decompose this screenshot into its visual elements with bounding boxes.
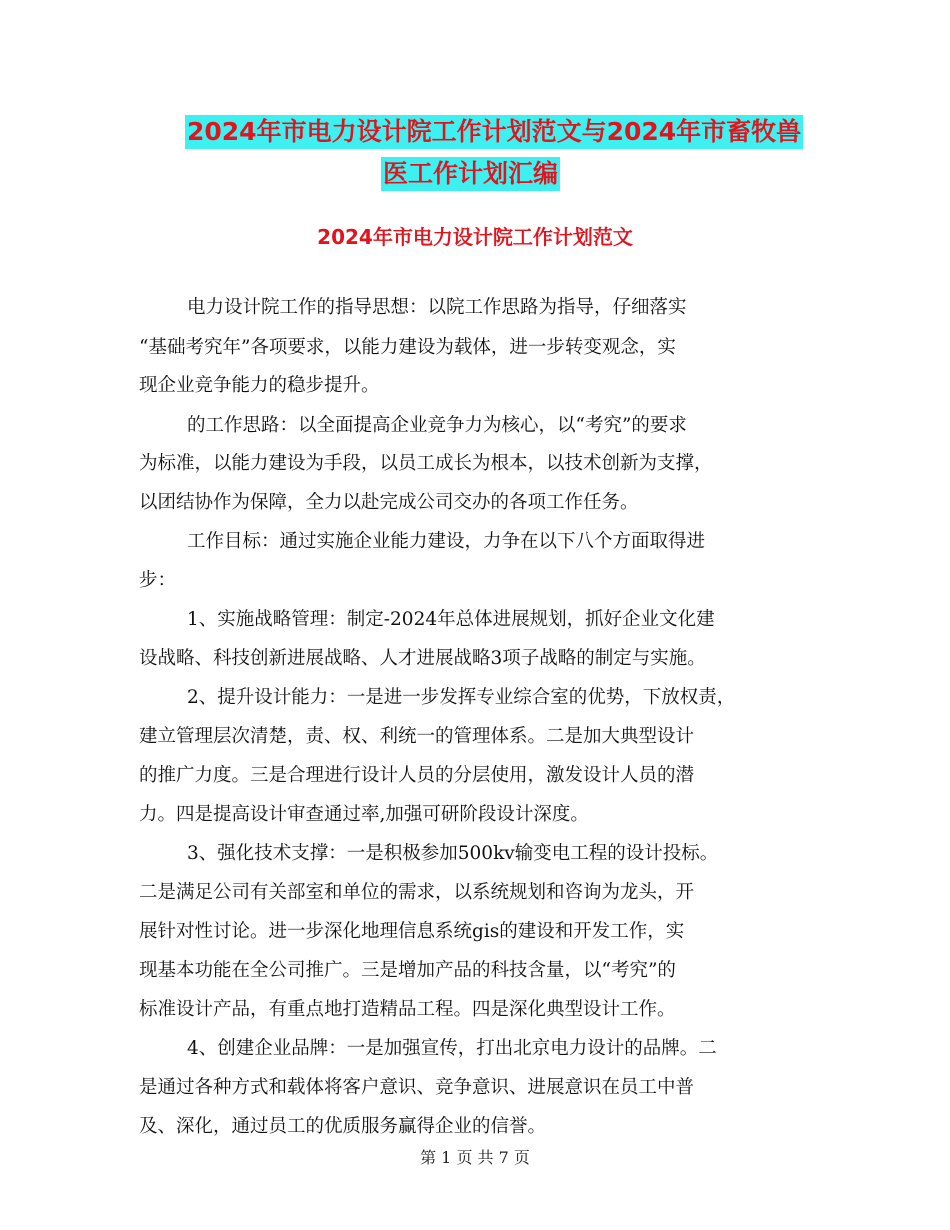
body-line: 3、强化技术支撑：一是积极参加500kv输变电工程的设计投标。 <box>187 843 719 864</box>
body-line: “基础考究年”各项要求，以能力建设为载体，进一步转变观念，实 <box>139 337 676 358</box>
body-line: 力。四是提高设计审查通过率,加强可研阶段设计深度。 <box>139 804 589 825</box>
body-line: 二是满足公司有关部室和单位的需求，以系统规划和咨询为龙头，开 <box>139 882 695 903</box>
body-line: 展针对性讨论。进一步深化地理信息系统gis的建设和开发工作，实 <box>139 921 685 942</box>
title-line-1: 2024年市电力设计院工作计划范文与2024年市畜牧兽 <box>185 115 803 149</box>
body-line: 建立管理层次清楚，责、权、利统一的管理体系。二是加大典型设计 <box>139 726 695 747</box>
body-line: 的工作思路：以全面提高企业竞争力为核心，以“考究”的要求 <box>187 415 687 436</box>
title-line-2: 医工作计划汇编 <box>381 157 560 191</box>
body-line: 现基本功能在全公司推广。三是增加产品的科技含量，以“考究”的 <box>139 960 676 981</box>
body-line: 现企业竞争能力的稳步提升。 <box>139 375 380 396</box>
body-line: 及、深化，通过员工的优质服务赢得企业的信誉。 <box>139 1116 547 1137</box>
body-line: 以团结协作为保障，全力以赴完成公司交办的各项工作任务。 <box>139 492 639 513</box>
body-line: 1、实施战略管理：制定-2024年总体进展规划，抓好企业文化建 <box>187 609 715 630</box>
body-line: 2、提升设计能力：一是进一步发挥专业综合室的优势，下放权责， <box>187 687 736 708</box>
body-line: 电力设计院工作的指导思想：以院工作思路为指导，仔细落实 <box>187 297 687 318</box>
body-line: 工作目标：通过实施企业能力建设，力争在以下八个方面取得进 <box>187 531 706 552</box>
body-line: 步： <box>139 570 177 591</box>
section-heading: 2024年市电力设计院工作计划范文 <box>317 225 633 249</box>
page-number-footer: 第 1 页 共 7 页 <box>420 1148 530 1167</box>
body-line: 为标准，以能力建设为手段，以员工成长为根本，以技术创新为支撑， <box>139 453 713 474</box>
body-line: 4、创建企业品牌：一是加强宣传，打出北京电力设计的品牌。二 <box>187 1038 717 1059</box>
body-line: 的推广力度。三是合理进行设计人员的分层使用，激发设计人员的潜 <box>139 765 695 786</box>
body-line: 标准设计产品，有重点地打造精品工程。四是深化典型设计工作。 <box>139 999 676 1020</box>
body-line: 是通过各种方式和载体将客户意识、竞争意识、进展意识在员工中普 <box>139 1077 695 1098</box>
body-line: 设战略、科技创新进展战略、人才进展战略3项子战略的制定与实施。 <box>139 648 706 669</box>
